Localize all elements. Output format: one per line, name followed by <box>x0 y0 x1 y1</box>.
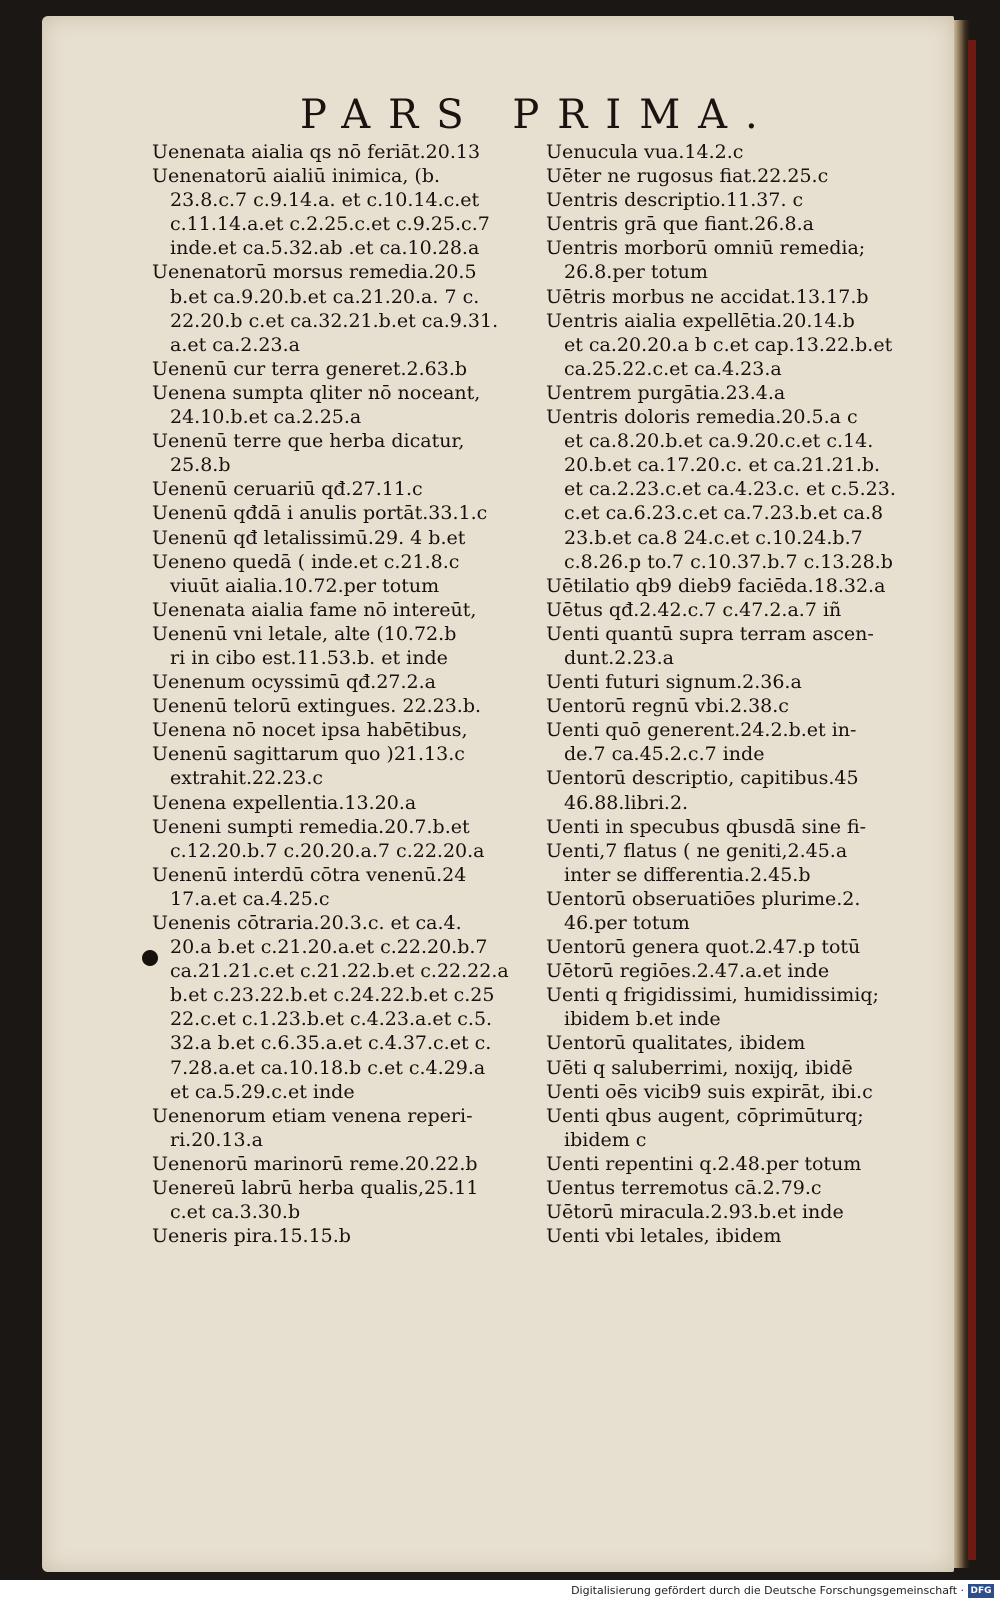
index-entry-line: Uenenum ocyssimū qđ.27.2.a <box>152 671 436 694</box>
index-entry-line: 17.a.et ca.4.25.c <box>170 887 330 910</box>
index-entry-line: Uenti qbus augent, cōprimūturq; <box>546 1104 864 1127</box>
index-entry-line: 24.10.b.et ca.2.25.a <box>170 406 362 429</box>
index-entry-line: ca.25.22.c.et ca.4.23.a <box>564 357 782 380</box>
index-entry-line: Uentris descriptio.11.37. c <box>546 189 804 212</box>
index-entry-line: Uenti repentini q.2.48.per totum <box>546 1152 862 1175</box>
index-entry-line: Uenti,7 flatus ( ne geniti,2.45.a <box>546 839 848 862</box>
index-entry-line: ibidem b.et inde <box>564 1008 721 1031</box>
index-entry-line: Uētorū miracula.2.93.b.et inde <box>546 1201 844 1224</box>
index-entry-line: Uentorū descriptio, capitibus.45 <box>546 767 859 790</box>
index-entry-line: c.et ca.3.30.b <box>170 1201 301 1224</box>
index-entry-line: 46.88.libri.2. <box>564 791 689 814</box>
index-entry-line: Uentorū genera quot.2.47.p totū <box>546 936 861 959</box>
index-entry-line: 26.8.per totum <box>564 261 708 284</box>
index-entry-line: Ueneni sumpti remedia.20.7.b.et <box>152 815 470 838</box>
index-entry-line: Uentris grā que fiant.26.8.a <box>546 213 814 236</box>
index-entry-line: Uentris aialia expellētia.20.14.b <box>546 309 855 332</box>
index-entry-line: Uenucula vua.14.2.c <box>546 141 744 163</box>
index-entry-line: Uenenū telorū extingues. 22.23.b. <box>152 695 482 718</box>
index-entry-line: Uenenatorū morsus remedia.20.5 <box>152 261 477 284</box>
index-entry-line: Uenti in specubus qbusdā sine fi- <box>546 815 867 838</box>
index-entry-line: 23.8.c.7 c.9.14.a. et c.10.14.c.et <box>170 189 480 212</box>
index-entry-line: Uenti quō generent.24.2.b.et in- <box>546 719 857 742</box>
index-entry-line: Uēti q saluberrimi, noxijq, ibidē <box>546 1056 853 1079</box>
index-entry-line: Uenenū cur terra generet.2.63.b <box>152 357 468 380</box>
index-entry-line: Uentrem purgātia.23.4.a <box>546 381 786 404</box>
index-entry-line: Uētorū regiōes.2.47.a.et inde <box>546 960 830 983</box>
index-entry-line: Uenti oēs vicib9 suis expirāt, ibi.c <box>546 1080 873 1103</box>
index-column-left <box>152 140 544 1248</box>
index-entry-line: Uēter ne rugosus fiat.22.25.c <box>546 165 829 188</box>
index-entry-line: dunt.2.23.a <box>564 646 674 669</box>
index-entry-line: Uenenatorū aialiū inimica, (b. <box>152 165 441 188</box>
index-entry-line: et ca.20.20.a b c.et cap.13.22.b.et <box>564 333 893 356</box>
index-entry-line: Uenenorū marinorū reme.20.22.b <box>152 1152 478 1175</box>
index-entry-line: b.et ca.9.20.b.et ca.21.20.a. 7 c. <box>170 285 480 308</box>
index-entry-line: Uenenū qđ letalissimū.29. 4 b.et <box>152 526 466 549</box>
index-entry-line: c.12.20.b.7 c.20.20.a.7 c.22.20.a <box>170 839 485 862</box>
index-entry-line: Uētilatio qb9 dieb9 faciēda.18.32.a <box>546 574 886 597</box>
index-entry-line: 23.b.et ca.8 24.c.et c.10.24.b.7 <box>564 526 863 549</box>
index-entry-line: Uentris doloris remedia.20.5.a c <box>546 406 858 429</box>
index-entry-line: ri in cibo est.11.53.b. et inde <box>170 646 448 669</box>
index-entry-line: b.et c.23.22.b.et c.24.22.b.et c.25 <box>170 984 495 1007</box>
index-entry-line: extrahit.22.23.c <box>170 767 324 790</box>
index-entry-line: Uenereū labrū herba qualis,25.11 <box>152 1177 479 1200</box>
index-entry-line: Uenenū interdū cōtra venenū.24 <box>152 863 467 886</box>
footer-bar <box>0 1580 1000 1604</box>
dfg-logo: DFG <box>968 1584 994 1598</box>
index-column-right <box>546 140 938 1248</box>
index-entry-line: Uenti futuri signum.2.36.a <box>546 671 802 694</box>
index-entry-line: 20.b.et ca.17.20.c. et ca.21.21.b. <box>564 454 881 477</box>
index-entry-line: et ca.2.23.c.et ca.4.23.c. et c.5.23. <box>564 478 896 501</box>
index-entry-line: Uenenū ceruariū qđ.27.11.c <box>152 478 423 501</box>
index-entry-line: 7.28.a.et ca.10.18.b c.et c.4.29.a <box>170 1056 486 1079</box>
index-entry-line: Uenena sumpta qliter nō noceant, <box>152 381 481 404</box>
index-entry-line: Uentorū qualitates, ibidem <box>546 1032 806 1055</box>
index-entry-line: Uētris morbus ne accidat.13.17.b <box>546 285 869 308</box>
index-entry-line: Ueneris pira.15.15.b <box>152 1225 351 1248</box>
index-entry-line: Uenti vbi letales, ibidem <box>546 1225 782 1248</box>
index-entry-line: de.7 ca.45.2.c.7 inde <box>564 743 765 766</box>
index-entry-line: Uenenis cōtraria.20.3.c. et ca.4. <box>152 912 462 934</box>
index-entry-line: Ueneno quedā ( inde.et c.21.8.c <box>152 550 460 573</box>
index-entry-line: a.et ca.2.23.a <box>170 333 300 356</box>
index-entry-line: Uentus terremotus cā.2.79.c <box>546 1177 822 1200</box>
index-entry-line: c.11.14.a.et c.2.25.c.et c.9.25.c.7 <box>170 213 490 236</box>
index-entry-line: Uenenū terre que herba dicatur, <box>152 430 465 453</box>
index-entry-line: inde.et ca.5.32.ab .et ca.10.28.a <box>170 237 480 260</box>
index-entry-line: inter se differentia.2.45.b <box>564 863 811 886</box>
index-entry-line: et ca.8.20.b.et ca.9.20.c.et c.14. <box>564 430 874 453</box>
page-header: PARS PRIMA. <box>300 92 776 138</box>
index-entry-line: Uenti quantū supra terram ascen- <box>546 622 874 645</box>
index-entry-line: Uenenata aialia qs nō feriāt.20.13 <box>152 141 481 163</box>
index-entry-line: 25.8.b <box>170 454 231 477</box>
index-entry-line: 32.a b.et c.6.35.a.et c.4.37.c.et c. <box>170 1032 492 1055</box>
index-entry-line: 46.per totum <box>564 912 690 934</box>
index-entry-line: c.8.26.p to.7 c.10.37.b.7 c.13.28.b <box>564 550 893 573</box>
index-entry-line: ri.20.13.a <box>170 1128 263 1151</box>
index-entry-line: et ca.5.29.c.et inde <box>170 1080 355 1103</box>
index-entry-line: Uenenū sagittarum quo )21.13.c <box>152 743 465 766</box>
index-entry-line: 22.20.b c.et ca.32.21.b.et ca.9.31. <box>170 309 499 332</box>
index-entry-line: Uentorū obseruatiōes plurime.2. <box>546 887 861 910</box>
index-entry-line: Uenenū qđdā i anulis portāt.33.1.c <box>152 502 488 525</box>
index-entry-line: ibidem c <box>564 1128 647 1151</box>
index-entry-line: 20.a b.et c.21.20.a.et c.22.20.b.7 <box>170 936 488 959</box>
index-entry-line: Uenti q frigidissimi, humidissimiq; <box>546 984 879 1007</box>
footer-text: Digitalisierung gefördert durch die Deutsche Forschungsgemeinschaft · <box>571 1584 964 1597</box>
index-entry-line: Uētus qđ.2.42.c.7 c.47.2.a.7 iñ <box>546 598 842 621</box>
index-entry-line: ca.21.21.c.et c.21.22.b.et c.22.22.a <box>170 960 509 983</box>
index-entry-line: Uenena expellentia.13.20.a <box>152 791 417 814</box>
index-entry-line: Uenenorum etiam venena reperi- <box>152 1104 473 1127</box>
index-entry-line: Uentris morborū omniū remedia; <box>546 237 866 260</box>
index-entry-line: viuūt aialia.10.72.per totum <box>170 574 440 597</box>
index-entry-line: Uenenata aialia fame nō intereūt, <box>152 598 477 621</box>
ink-blot <box>142 950 158 966</box>
index-entry-line: Uenenū vni letale, alte (10.72.b <box>152 622 457 645</box>
index-entry-line: c.et ca.6.23.c.et ca.7.23.b.et ca.8 <box>564 502 884 525</box>
binding-ribbon <box>968 40 976 1560</box>
index-entry-line: Uentorū regnū vbi.2.38.c <box>546 695 789 718</box>
index-entry-line: Uenena nō nocet ipsa habētibus, <box>152 719 468 742</box>
index-entry-line: 22.c.et c.1.23.b.et c.4.23.a.et c.5. <box>170 1008 493 1031</box>
